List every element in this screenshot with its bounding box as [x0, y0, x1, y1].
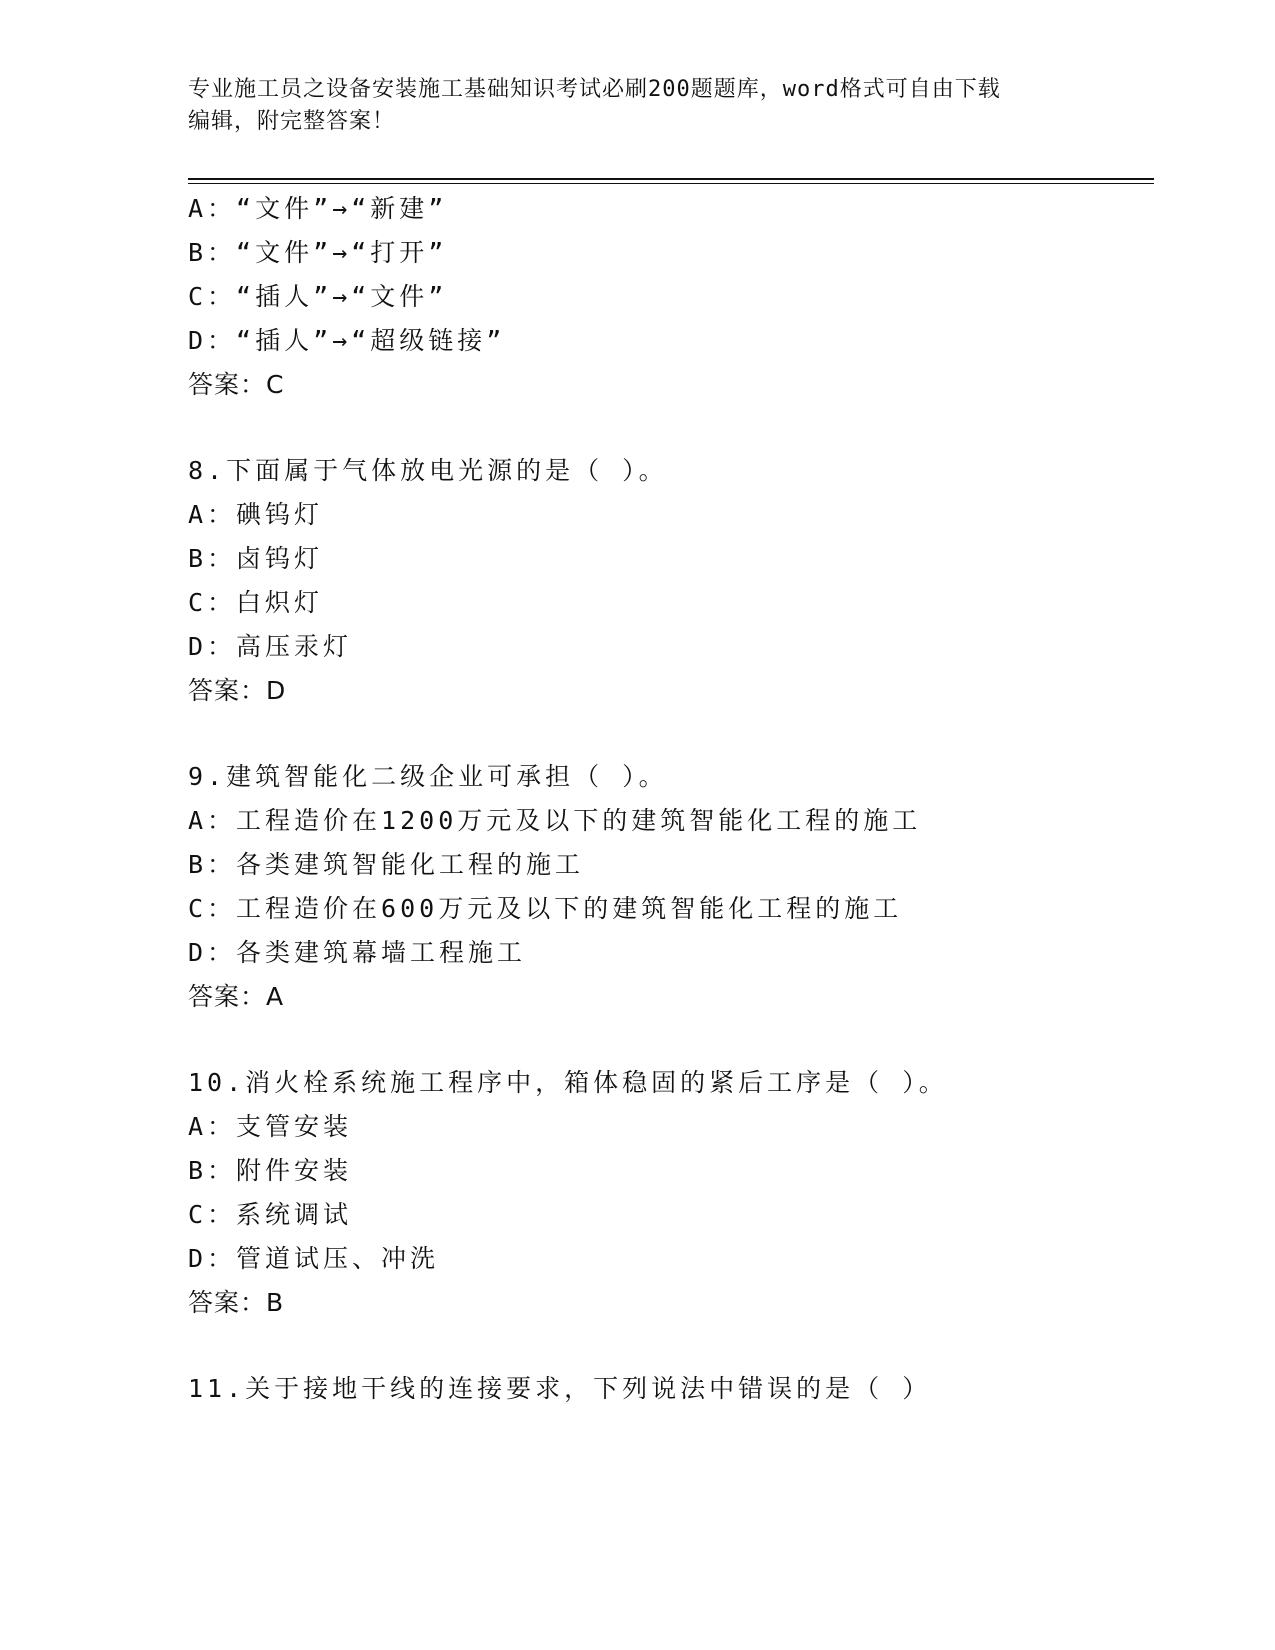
document-header: [188, 74, 1088, 138]
option-b: B：各类建筑智能化工程的施工: [188, 850, 585, 879]
question-text: 8.下面属于气体放电光源的是（ ）。: [188, 456, 668, 485]
option-c: C：工程造价在600万元及以下的建筑智能化工程的施工: [188, 894, 903, 923]
option-a: A：“文件”→“新建”: [188, 194, 448, 223]
option-b: B：附件安装: [188, 1156, 353, 1185]
answer-line: 答案：B: [188, 1288, 285, 1317]
header-title-line: 编辑，附完整答案！: [188, 109, 396, 134]
option-c: C：白炽灯: [188, 588, 324, 617]
question-text: 11.关于接地干线的连接要求，下列说法中错误的是（ ）: [188, 1374, 932, 1403]
header-divider: [188, 183, 1154, 184]
option-c: C：“插人”→“文件”: [188, 282, 448, 311]
option-d: D：各类建筑幕墙工程施工: [188, 938, 527, 967]
header-divider: [188, 178, 1154, 180]
option-a: A：碘钨灯: [188, 500, 324, 529]
header-title-line: 专业施工员之设备安装施工基础知识考试必刷200题题库，word格式可自由下载: [188, 77, 1001, 102]
option-b: B：“文件”→“打开”: [188, 238, 448, 267]
option-b: B：卤钨灯: [188, 544, 324, 573]
option-a: A：工程造价在1200万元及以下的建筑智能化工程的施工: [188, 806, 922, 835]
answer-line: 答案：C: [188, 370, 285, 399]
question-text: 10.消火栓系统施工程序中，箱体稳固的紧后工序是（ ）。: [188, 1068, 948, 1097]
answer-line: 答案：D: [188, 676, 287, 705]
question-text: 9.建筑智能化二级企业可承担（ ）。: [188, 762, 668, 791]
answer-line: 答案：A: [188, 982, 285, 1011]
option-d: D：“插人”→“超级链接”: [188, 326, 506, 355]
option-c: C：系统调试: [188, 1200, 353, 1229]
option-d: D：管道试压、冲洗: [188, 1244, 440, 1273]
option-d: D：高压汞灯: [188, 632, 353, 661]
option-a: A：支管安装: [188, 1112, 353, 1141]
